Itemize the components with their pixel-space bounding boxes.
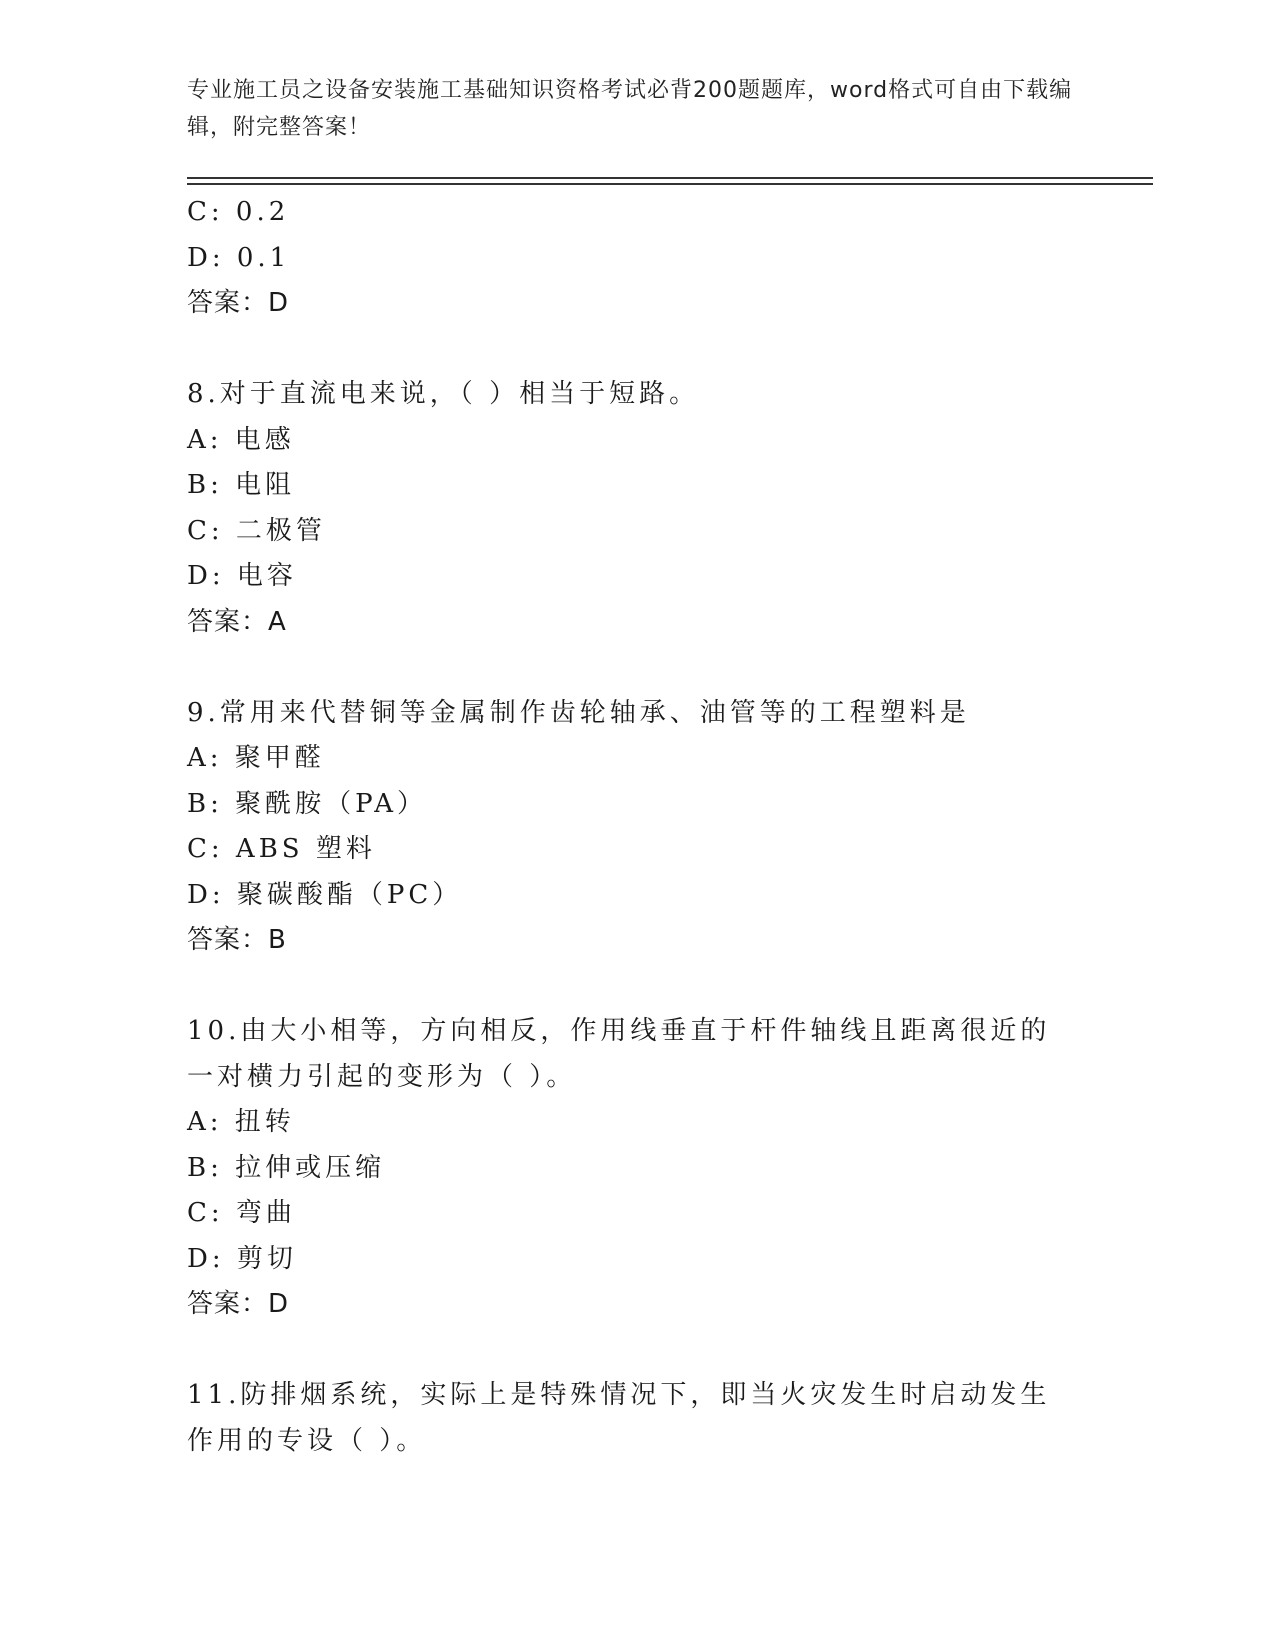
question-text: 10.由大小相等，方向相反，作用线垂直于杆件轴线且距离很近的一对横力引起的变形为（ ）。: [187, 1016, 1051, 1092]
question-8: [187, 372, 1087, 645]
question-text: 9.常用来代替铜等金属制作齿轮轴承、油管等的工程塑料是: [187, 697, 970, 728]
option-c: C: 弯曲: [187, 1198, 296, 1228]
option-c: C: 0.2: [187, 197, 290, 227]
question-11: [187, 1373, 1087, 1464]
option-c: C: 二极管: [187, 515, 326, 546]
option-a: A: 电感: [187, 424, 295, 455]
option-b: B: 拉伸或压缩: [187, 1152, 386, 1183]
spacer: [187, 645, 1087, 691]
question-7-tail: [187, 190, 1087, 327]
spacer: [187, 1328, 1087, 1374]
answer: 答案：B: [187, 925, 287, 955]
option-d: D: 聚碳酸酯（PC）: [187, 879, 463, 910]
answer: 答案：D: [187, 288, 290, 318]
option-d: D: 剪切: [187, 1243, 297, 1274]
option-d: D: 电容: [187, 561, 297, 591]
header-rule-top: [187, 177, 1153, 179]
spacer: [187, 327, 1087, 373]
document-header: 专业施工员之设备安装施工基础知识资格考试必背200题题库，word格式可自由下载编辑，附完整答案！: [187, 78, 1073, 140]
answer: 答案：A: [187, 606, 287, 637]
question-text: 8.对于直流电来说，（ ）相当于短路。: [187, 379, 700, 409]
option-a: A: 聚甲醛: [187, 743, 325, 773]
option-a: A: 扭转: [187, 1107, 295, 1137]
option-b: B: 聚酰胺（PA）: [187, 788, 428, 819]
question-list: [187, 190, 1087, 1464]
question-9: [187, 691, 1087, 964]
option-d: D: 0.1: [187, 242, 291, 273]
answer: 答案：D: [187, 1289, 290, 1319]
question-text: 11.防排烟系统，实际上是特殊情况下，即当火灾发生时启动发生作用的专设（ ）。: [187, 1380, 1051, 1456]
option-c: C: ABS 塑料: [187, 834, 376, 864]
header-rule-bottom: [187, 183, 1153, 185]
spacer: [187, 964, 1087, 1010]
option-b: B: 电阻: [187, 470, 296, 500]
question-10: [187, 1009, 1087, 1328]
